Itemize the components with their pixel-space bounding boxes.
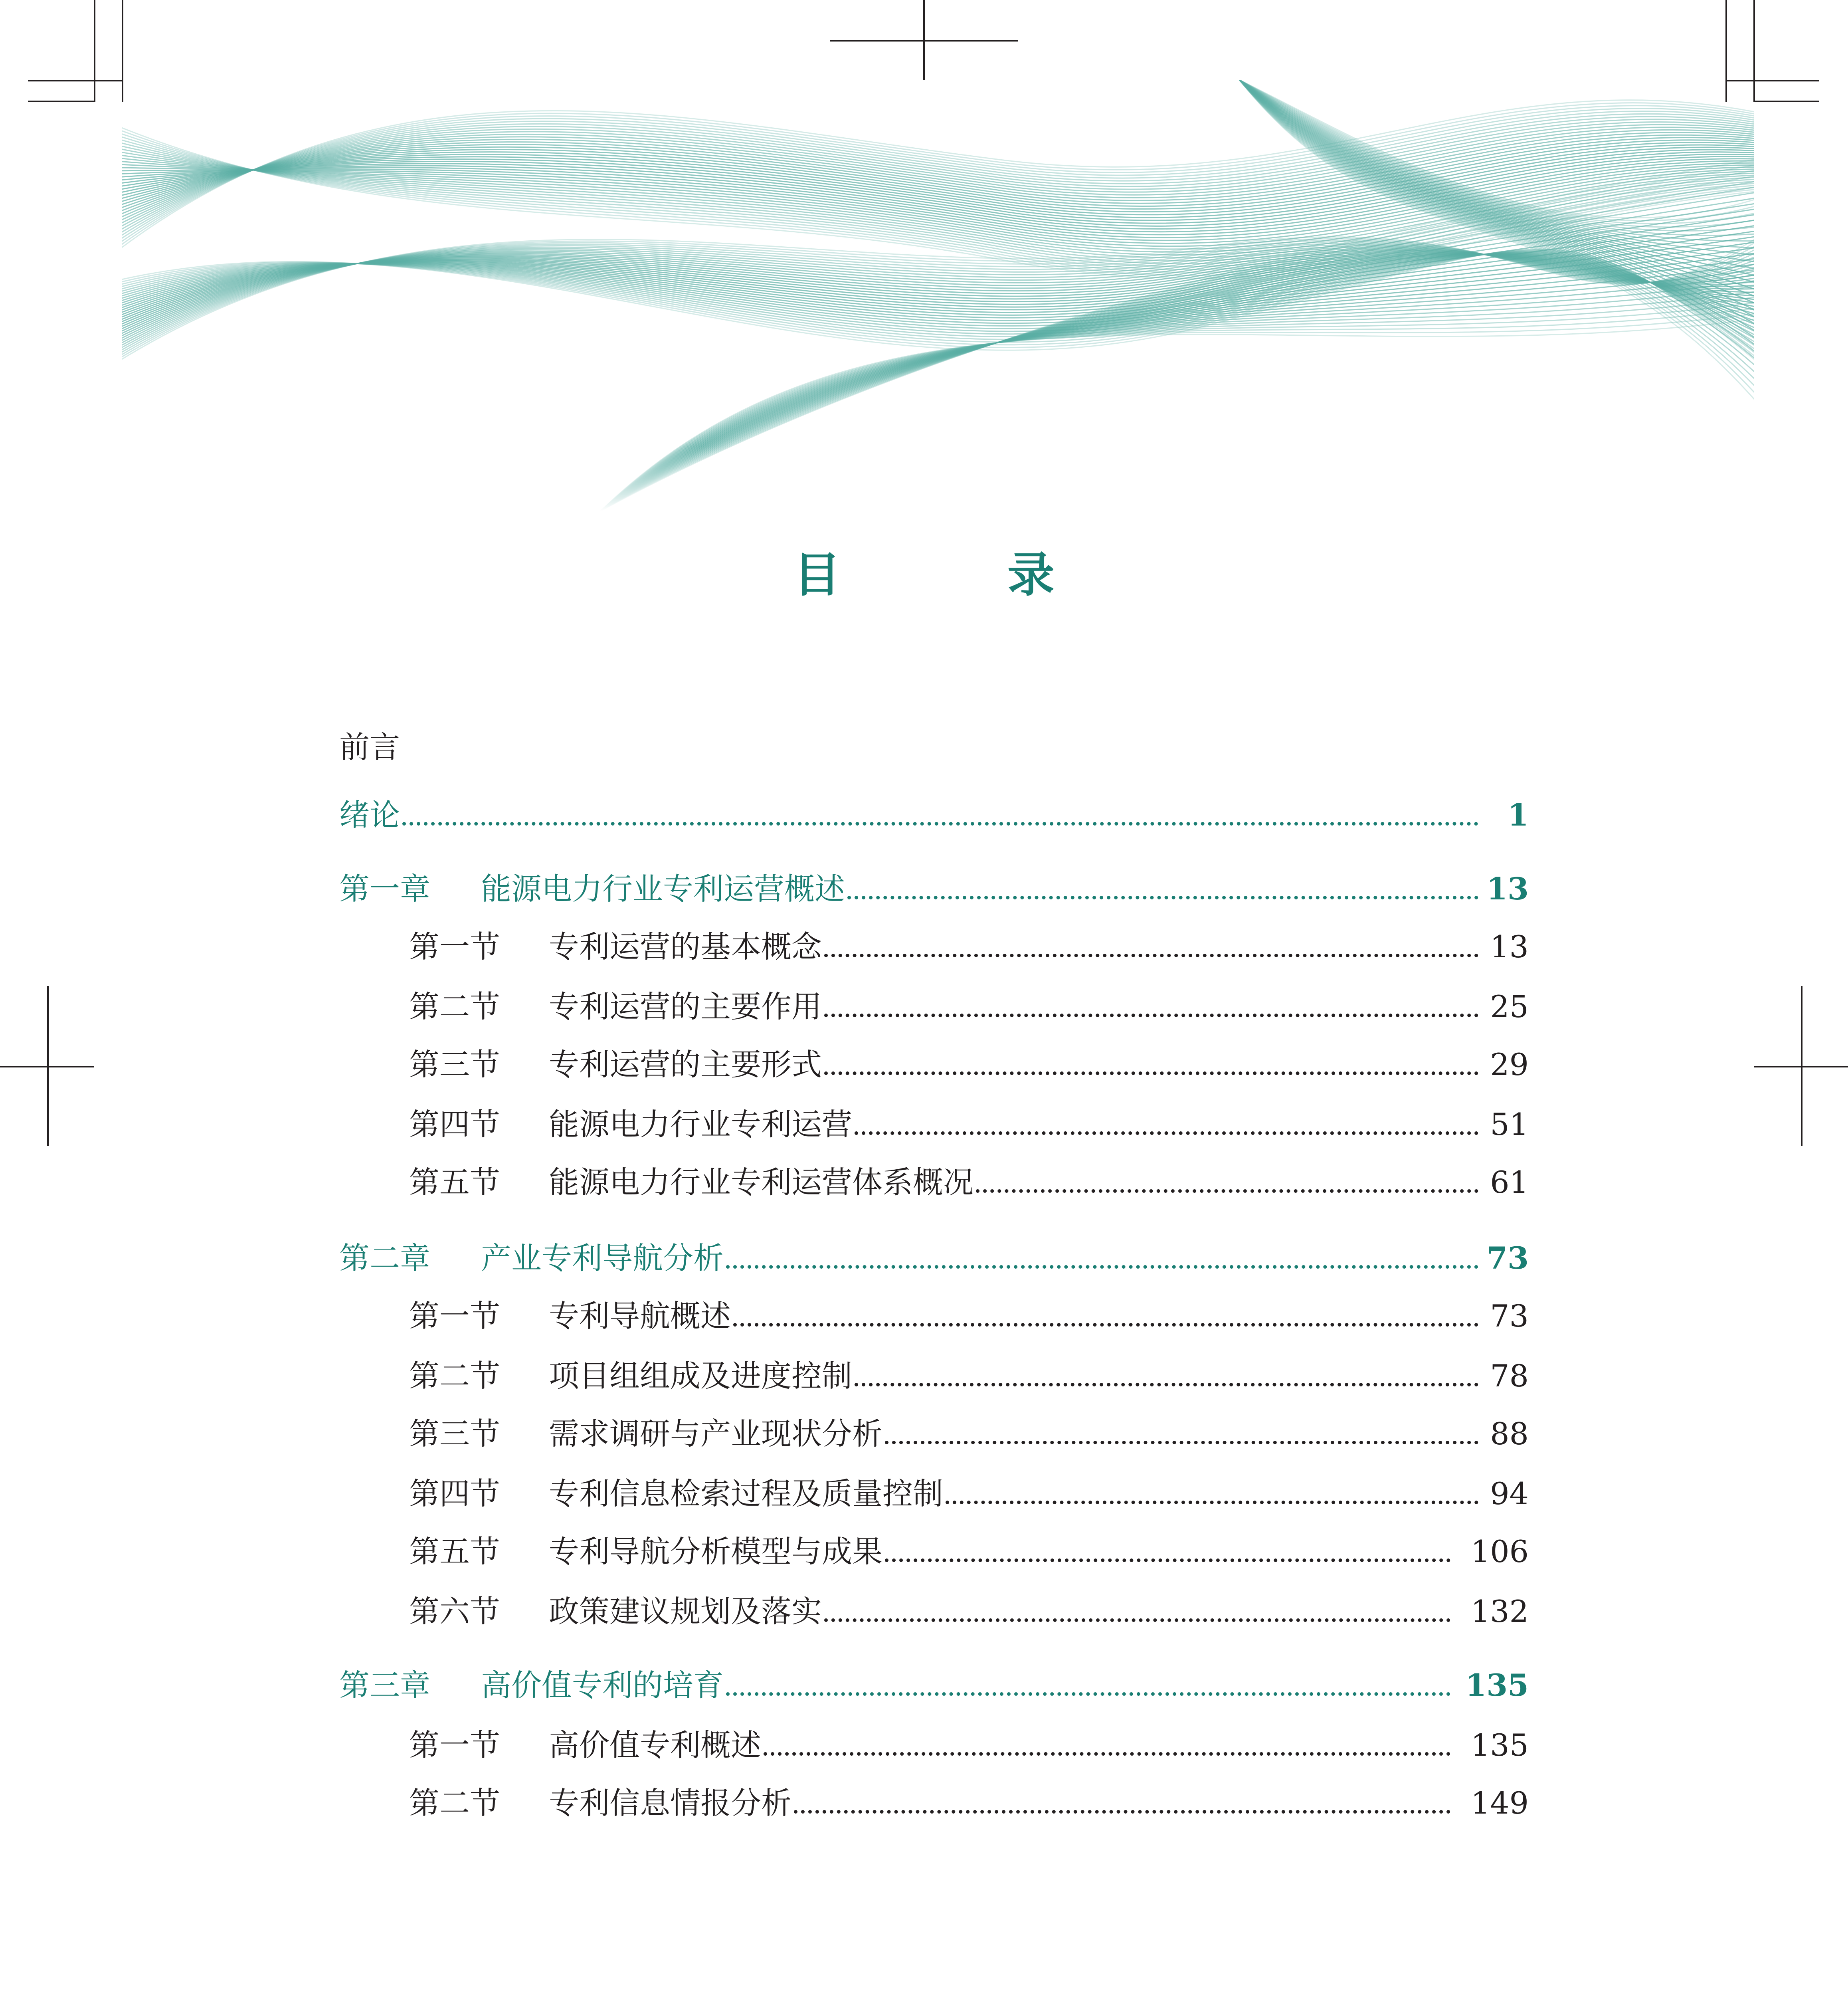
toc-section-entry[interactable] [409, 1774, 1529, 1821]
toc-entry-title: 专利运营的主要形式 [549, 1047, 822, 1082]
toc-entry-number: 第五节 [409, 1534, 500, 1569]
crop-mark [0, 1066, 94, 1067]
dot-leader [726, 1692, 1450, 1696]
dot-leader [976, 1189, 1478, 1193]
toc-section-entry[interactable] [409, 1287, 1529, 1334]
toc-section-entry[interactable] [409, 1717, 1529, 1763]
toc-entry-title: 能源电力行业专利运营 [549, 1107, 852, 1142]
dot-leader [764, 1752, 1450, 1756]
toc-page-number: 135 [1465, 1667, 1529, 1703]
toc-entry-title: 需求调研与产业现状分析 [549, 1416, 882, 1451]
toc-section-entry[interactable] [409, 1096, 1529, 1140]
toc-entry-title: 专利信息检索过程及质量控制 [549, 1476, 943, 1511]
toc-page-number: 13 [1490, 929, 1529, 964]
toc-page-number: 149 [1470, 1785, 1529, 1821]
toc-entry-number: 第一节 [409, 929, 500, 964]
dot-leader [402, 822, 1478, 826]
toc-entry-number: 第一节 [409, 1727, 500, 1763]
toc-section-entry[interactable] [409, 1523, 1529, 1567]
preface-entry[interactable] [339, 719, 1529, 765]
toc-entry-title: 政策建议规划及落实 [549, 1594, 822, 1629]
toc-entry-number: 第一章 [339, 871, 430, 907]
preface-label: 前言 [339, 729, 400, 765]
toc-page-number: 78 [1490, 1358, 1529, 1394]
toc-chapter-entry[interactable] [339, 1657, 1529, 1701]
toc-entry-title: 专利导航分析模型与成果 [549, 1534, 882, 1569]
toc-page-number: 94 [1490, 1476, 1529, 1511]
toc-page-number: 13 [1486, 871, 1529, 907]
toc-page-number: 73 [1486, 1240, 1529, 1276]
dot-leader [726, 1265, 1478, 1269]
toc-entry-title: 产业专利导航分析 [481, 1240, 724, 1276]
toc-section-entry[interactable] [409, 1405, 1529, 1449]
toc-page-number: 29 [1490, 1047, 1529, 1082]
toc-section-entry[interactable] [409, 1583, 1529, 1627]
toc-chapter-entry[interactable] [339, 786, 1529, 833]
toc-page-number: 51 [1490, 1107, 1529, 1142]
toc-page-number: 88 [1490, 1416, 1529, 1451]
toc-entry-number: 第三节 [409, 1047, 500, 1082]
wave-banner [122, 80, 1754, 511]
toc-entry-title: 能源电力行业专利运营体系概况 [549, 1164, 973, 1200]
toc-section-entry[interactable] [409, 1036, 1529, 1080]
dot-leader [885, 1558, 1450, 1562]
toc-entry-number: 第六节 [409, 1594, 500, 1629]
toc-entry-title: 专利运营的主要作用 [549, 989, 822, 1024]
dot-leader [885, 1441, 1478, 1444]
toc-section-entry[interactable] [409, 918, 1529, 962]
dot-leader [824, 1014, 1478, 1017]
toc-entry-number: 第二节 [409, 989, 500, 1024]
dot-leader [946, 1501, 1478, 1504]
toc-chapter-entry[interactable] [339, 860, 1529, 907]
dot-leader [794, 1810, 1450, 1814]
crop-mark [94, 0, 95, 102]
toc-page-number: 106 [1470, 1534, 1529, 1569]
toc-page-number: 61 [1490, 1164, 1529, 1200]
toc-entry-title: 项目组组成及进度控制 [549, 1358, 852, 1394]
toc-entry-title: 能源电力行业专利运营概述 [481, 871, 845, 907]
toc-section-entry[interactable] [409, 1347, 1529, 1394]
dot-leader [855, 1383, 1478, 1386]
dot-leader [733, 1323, 1478, 1327]
dot-leader [847, 896, 1478, 899]
toc-chapter-entry[interactable] [339, 1230, 1529, 1276]
dot-leader [855, 1131, 1478, 1135]
toc-entry-title: 高价值专利的培育 [481, 1667, 724, 1703]
toc-entry-title: 高价值专利概述 [549, 1727, 761, 1763]
crop-mark [1754, 1066, 1848, 1067]
toc-page-number: 135 [1470, 1727, 1529, 1763]
toc-page-number: 73 [1490, 1298, 1529, 1334]
toc-page-number: 132 [1470, 1594, 1529, 1629]
toc-entry-number: 第一节 [409, 1298, 500, 1334]
crop-mark [28, 80, 122, 81]
toc-section-entry[interactable] [409, 1465, 1529, 1509]
page-title: 目 录 [793, 547, 1114, 602]
crop-mark [28, 101, 94, 102]
toc-entry-title: 专利导航概述 [549, 1298, 731, 1334]
dot-leader [824, 1071, 1478, 1075]
toc-entry-number: 第五节 [409, 1164, 500, 1200]
toc-section-entry[interactable] [409, 978, 1529, 1022]
crop-mark [1753, 101, 1819, 102]
toc-entry-number: 第二节 [409, 1358, 500, 1394]
dot-leader [824, 1618, 1450, 1622]
toc-entry-number: 第三章 [339, 1667, 430, 1703]
toc-entry-title: 专利运营的基本概念 [549, 929, 822, 964]
toc-entry-number: 第四节 [409, 1107, 500, 1142]
toc-entry-title: 专利信息情报分析 [549, 1785, 791, 1821]
toc-page-number: 25 [1490, 989, 1529, 1024]
crop-mark [830, 40, 1018, 42]
toc-entry-number: 第二节 [409, 1785, 500, 1821]
toc-entry-number: 第三节 [409, 1416, 500, 1451]
toc-entry-title: 绪论 [339, 797, 400, 833]
toc-section-entry[interactable] [409, 1154, 1529, 1198]
dot-leader [824, 954, 1478, 957]
toc-entry-number: 第四节 [409, 1476, 500, 1511]
toc-entry-number: 第二章 [339, 1240, 430, 1276]
toc-page-number: 1 [1508, 797, 1529, 833]
